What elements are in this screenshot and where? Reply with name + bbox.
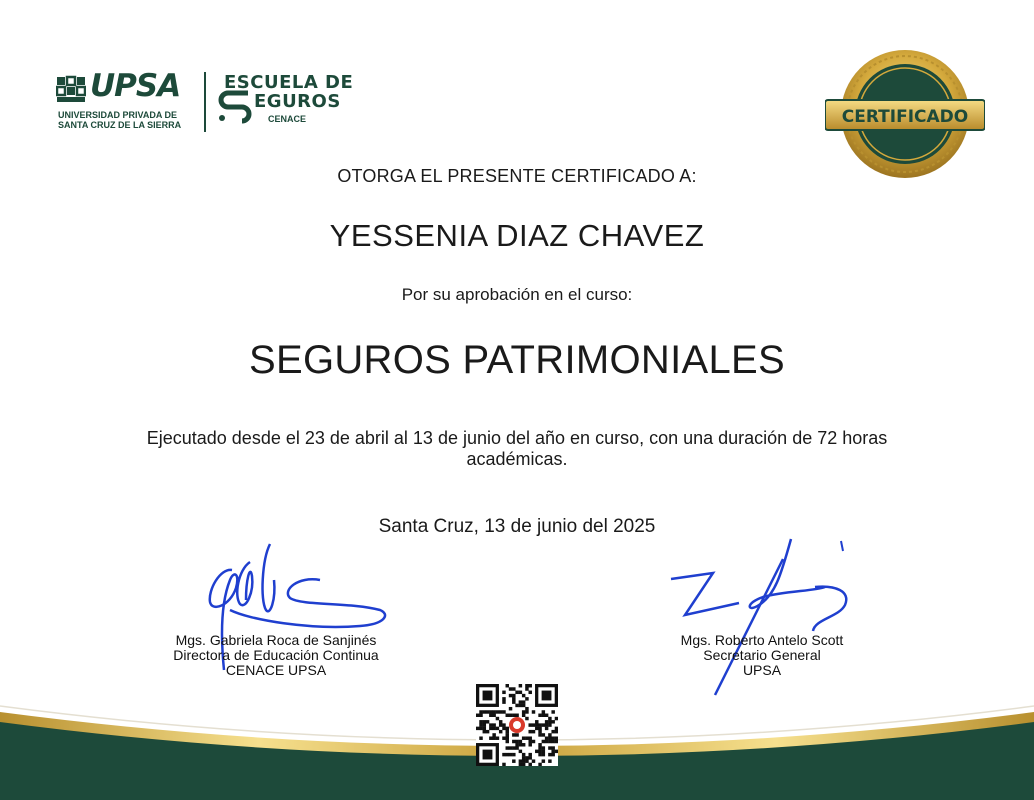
place-and-date: Santa Cruz, 13 de junio del 2025 bbox=[378, 516, 656, 537]
execution-details: Ejecutado desde el 23 de abril al 13 de junio del año en curso, con una duración de 72 horas académicas. bbox=[146, 428, 888, 469]
upsa-wordmark: UPSA bbox=[90, 68, 181, 104]
upsa-emblem-icon bbox=[56, 74, 86, 104]
signatory-role: Directora de Educación Continua bbox=[173, 647, 379, 663]
escuela-line1: ESCUELA DE bbox=[224, 72, 354, 93]
certificate-seal-icon bbox=[825, 46, 985, 182]
signatory-org: CENACE UPSA bbox=[225, 662, 327, 678]
qr-code-icon[interactable] bbox=[476, 684, 558, 766]
approval-line: Por su aprobación en el curso: bbox=[401, 285, 633, 304]
upsa-logo bbox=[56, 68, 201, 134]
signatory-name: Mgs. Roberto Antelo Scott bbox=[680, 632, 844, 648]
awards-line: OTORGA EL PRESENTE CERTIFICADO A: bbox=[337, 166, 697, 186]
signatory-role: Secretario General bbox=[703, 647, 821, 663]
recipient-name: YESSENIA DIAZ CHAVEZ bbox=[329, 218, 705, 253]
upsa-subtitle: UNIVERSIDAD PRIVADA DE SANTA CRUZ DE LA SIERRA bbox=[58, 110, 182, 130]
escuela-seguros-logo bbox=[216, 72, 381, 132]
escuela-line2: EGUROS bbox=[254, 91, 341, 112]
logo-divider bbox=[204, 72, 206, 132]
signatory-name: Mgs. Gabriela Roca de Sanjinés bbox=[175, 632, 377, 648]
escuela-line3: CENACE bbox=[268, 114, 307, 124]
course-title: SEGUROS PATRIMONIALES bbox=[248, 338, 786, 382]
signatory-right bbox=[640, 633, 884, 678]
signatory-org: UPSA bbox=[742, 662, 782, 678]
signatory-left bbox=[140, 633, 412, 678]
seguros-s-icon bbox=[216, 90, 254, 124]
seal-label: CERTIFICADO bbox=[841, 107, 969, 127]
